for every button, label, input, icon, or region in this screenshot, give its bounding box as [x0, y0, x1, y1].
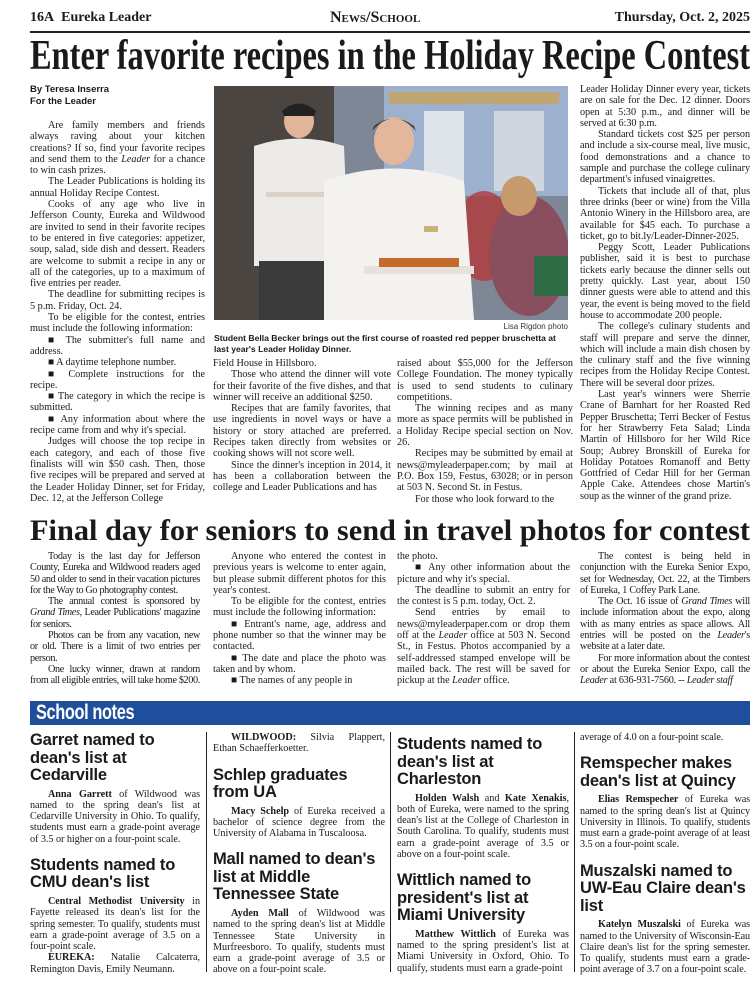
paragraph: [397, 929, 569, 974]
article2-headline-wrap: [30, 513, 751, 549]
paragraph: ■ Entrant's name, age, address and phone number so that the winner may be contacted.: [213, 618, 386, 653]
paragraph: Judges will choose the top recipe in each category, and each of those five finalists will win $50 cash. Then, those five recipes will be prepared and served at the Leader Holiday Dinner, set for Friday, Dec. 12, at the Jefferson College: [30, 436, 205, 504]
paragraph: ■ Complete instructions for the recipe.: [30, 368, 205, 391]
paragraph: [213, 806, 385, 840]
paragraph: Recipes that are family favorites, that use ingredients in novel ways or have a history or story attached are preferred. Recipes taken directly from websites or cooking shows will not score well.: [213, 403, 391, 460]
paragraph: average of 4.0 on a four-point scale.: [580, 732, 724, 743]
paragraph: Those who attend the dinner will vote for their favorite of the five dishes, and that winner will receive an additional $250.: [213, 369, 391, 403]
text-run: of Wildwood was named to the spring dean's list at Cedarville University in Ohio. To qualify, students must earn a grade-point average of 3.5 or higher on a four-point scale.: [30, 788, 200, 845]
byline: [30, 84, 205, 108]
section-name: News/School: [330, 9, 421, 26]
text-run: in Fayette released its dean's list for the spring semester. To qualify, students must earn a grade-point average of 3.5 on a four-point scale.: [30, 895, 200, 953]
paragraph: [213, 732, 385, 755]
article1-column-2: [213, 358, 391, 494]
text-run: office at 503 N. Second St., in Festus. Photos accompanied by a self-addressed stamped envelope will be mailed back. The rest will be saved for pickup at the: [397, 630, 570, 687]
paragraph: ■ The names of any people in: [231, 675, 353, 687]
note-headline: Students named to CMU dean's list: [30, 855, 176, 892]
paragraph: raised about $55,000 for the Jefferson College Foundation. The money typically is used to send students to culinary competitions.: [397, 358, 573, 403]
text-run: of Eureka was named to the University of Wisconsin-Eau Claire dean's list for the spring semester. To qualify, students must earn a grade-point average of 3.7 on a four-point scale.: [580, 919, 750, 976]
bold-lead: Matthew Wittlich: [415, 928, 496, 940]
paragraph: [30, 952, 200, 975]
column-divider: [574, 732, 575, 972]
paragraph: The contest is being held in conjunction with the Eureka Senior Expo, set for Wednesday, Oct. 22, at the Timbers of Eureka, 1 Coffey Park Lane.: [580, 551, 750, 596]
photo-illustration: [214, 86, 568, 320]
column-divider: [206, 732, 207, 972]
school-notes-column-3: [397, 736, 569, 974]
paragraph: the photo.: [397, 551, 438, 562]
article2-column-3: [397, 551, 570, 687]
italic-text: Leader: [717, 630, 745, 642]
paragraph: [580, 653, 750, 687]
school-notes-column-4: [580, 732, 750, 976]
paragraph: The Leader Publications is holding its annual Holiday Recipe Contest.: [30, 176, 205, 199]
italic-text: Grand Times: [30, 607, 80, 619]
masthead-page: [30, 10, 151, 26]
note-headline: Muszalski named to UW-Eau Claire dean's list: [580, 861, 746, 915]
text-run: and: [479, 792, 505, 804]
text-run: , both of Eureka, were named to the spring dean's list at the College of Charleston in South Carolina. To qualify, students must earn a grade-point average of 3.5 or above on a four-point scale.: [397, 792, 569, 860]
paragraph: Photos can be from any vacation, new or old. There is a limit of two entries per person.: [30, 630, 200, 664]
paragraph: The deadline to submit an entry for the contest is 5 p.m. today, Oct. 2.: [397, 584, 570, 608]
school-notes-column-1: [30, 732, 200, 975]
article1-headline: Enter favorite recipes in the Holiday Recipe Contest: [30, 33, 750, 79]
bold-lead: Anna Garrett: [48, 788, 112, 800]
paragraph: Cooks of any age who live in Jefferson County, Eureka and Wildwood are invited to send in their favorite recipes to be entered in five categories: appetizer, soup, salad, side dish and dessert. Readers are welcome to submit a recipe in any or all of the categories, up to a maximum of five entries per reader.: [30, 199, 205, 290]
article1-headline-wrap: [30, 33, 756, 79]
paragraph: Standard tickets cost $25 per person and include a six-course meal, live music, food demonstrations and a chance to sample and purchase the college culinary department's infused vinaigrettes.: [580, 129, 750, 186]
paragraph: ■ A daytime telephone number.: [48, 357, 177, 369]
text-run: 's website at a later date.: [580, 630, 750, 653]
paragraph: [30, 896, 200, 952]
text-run: of Eureka was named to the spring president's list at Miami University in Oxford, Ohio. To qualify, students must earn a grade-point: [397, 928, 569, 974]
text-run: at 636-931-7560. --: [607, 675, 687, 687]
article2-column-2: [213, 551, 386, 687]
italic-text: Leader: [121, 153, 151, 165]
paragraph: [580, 596, 750, 652]
text-run: office.: [481, 675, 510, 687]
text-run: of Wildwood was named to the spring dean's list at Middle Tennessee State University in Murfreesboro. To qualify, students must earn a grade-point average of 3.5 or above on a four-point scale.: [213, 907, 385, 976]
paragraph: For those who look forward to the: [415, 493, 555, 505]
school-notes-title: School notes: [36, 701, 135, 724]
article2-headline: Final day for seniors to send in travel photos for contest: [30, 514, 751, 547]
paragraph: To be eligible for the contest, entries must include the following information:: [213, 596, 386, 619]
article-photo: [214, 86, 568, 320]
paragraph: One lucky winner, drawn at random from all eligible entries, will take home $200.: [30, 663, 200, 687]
paragraph: Anyone who entered the contest in previous years is welcome to enter again, but please submit different photos for this year's contest.: [213, 551, 386, 596]
issue-date: Thursday, Oct. 2, 2025: [614, 10, 750, 25]
paragraph: ■ The date and place the photo was taken and by whom.: [213, 652, 386, 675]
paragraph: Recipes may be submitted by email at news@myleaderpaper.com; by mail at P.O. Box 159, Festus, 63028; or in person at 503 N. Second St. in Festus.: [397, 448, 573, 494]
bold-lead: Central Methodist University: [48, 895, 185, 907]
paragraph: [580, 794, 750, 850]
paragraph: Since the dinner's inception in 2014, it has been a collaboration between the college and Leader Publications and has: [213, 459, 391, 494]
italic-text: Leader: [580, 675, 608, 687]
paragraph: Today is the last day for Jefferson County, Eureka and Wildwood readers aged 50 and older to send in their vacation pictures for the Way to Go photography contest.: [30, 551, 200, 596]
paragraph: [213, 908, 385, 976]
paragraph: [580, 919, 750, 975]
paragraph: Field House in Hillsboro.: [213, 358, 317, 369]
paragraph: ■ The submitter's full name and address.: [30, 334, 205, 357]
note-headline: Students named to dean's list at Charleston: [397, 735, 543, 788]
article1-column-3: [397, 358, 573, 505]
text-run: The annual contest is sponsored by: [48, 596, 200, 608]
bold-lead: Macy Schelp: [231, 805, 290, 817]
paragraph: [397, 793, 569, 861]
text-run: of Eureka was named to the spring dean's list at Quincy University in Illinois. To qualify, students must earn a grade-point average of at least 3.5 on a four-point scale.: [580, 794, 750, 851]
paragraph: [30, 120, 205, 176]
bold-lead: EUREKA:: [48, 952, 95, 964]
paragraph: Last year's winners were Sherrie Crane of Barnhart for her Roasted Red Pepper Bruschetta; Terri Becker of Festus for her Strawberry Feta Salad; Linda Martin of Hillsboro for her Wild Rice Soup; Aubrey Bronskill of Eureka for Holiday Potatoes Romanoff and Betty Gottfried of Cedar Hill for her German Apple Cake. Attendees chose Martin's soup as the winner of the grand prize.: [580, 389, 750, 502]
byline-author: By Teresa Inserra: [30, 84, 110, 95]
byline-affiliation: For the Leader: [30, 96, 96, 107]
article2-column-4: [580, 551, 750, 687]
paragraph: Leader Holiday Dinner every year, tickets are on sale for the Dec. 12 dinner. Doors open at 5:30 p.m., and dinner will be served at 6:30 p.m.: [580, 84, 750, 129]
text-run: Are family members and friends always raving about your kitchen creations? If so, find your favorite recipes and send them to the: [30, 120, 205, 165]
text-run: will include information about the expo, along with as many entries as space allows. All entries will be posted on the: [580, 596, 750, 642]
photo-credit: Lisa Rigdon photo: [503, 322, 568, 331]
paragraph: The winning recipes and as many more as space permits will be published in a Holiday Recipe special section on Nov. 26.: [397, 403, 573, 449]
bold-lead: WILDWOOD:: [231, 732, 297, 743]
paragraph: The college's culinary students and staff will prepare and serve the dinner, which will include a main dish chosen by the culinary staff and the five winning recipes from the Holiday Recipe Contest. There will be several door prizes.: [580, 321, 750, 389]
italic-text: Grand Times: [681, 596, 733, 608]
text-run: Natalie Calcaterra, Remington Davis, Emily Neumann.: [30, 952, 200, 975]
school-notes-column-2: [213, 732, 385, 976]
page-number: 16A: [30, 10, 55, 25]
note-headline: Schlep graduates from UA: [213, 765, 348, 802]
text-run: for a chance to win cash prizes.: [30, 153, 205, 177]
paragraph: ■ The category in which the recipe is submitted.: [30, 391, 205, 414]
column-divider: [390, 732, 391, 972]
school-notes-banner: [30, 701, 750, 725]
bold-lead: Ayden Mall: [231, 907, 289, 919]
text-run: Silvia Plappert, Ethan Schaefferkoetter.: [213, 732, 385, 755]
paragraph: [30, 596, 200, 630]
paragraph: Peggy Scott, Leader Publications publisher, said it is best to purchase tickets early because the dinner sells out pretty quickly. Last year, about 150 dinner guests were able to attend and this year, the event is being moved to the field house to accommodate 200 people.: [580, 242, 750, 321]
paragraph: ■ Any information about where the recipe came from and why it's special.: [30, 413, 205, 437]
paragraph: [30, 789, 200, 845]
note-headline: Mall named to dean's list at Middle Tennessee State: [213, 850, 376, 904]
article2-column-1: [30, 551, 200, 687]
paper-name: Eureka Leader: [61, 10, 152, 25]
italic-text: Leader: [438, 630, 468, 642]
note-headline: Wittlich named to president's list at Miami University: [397, 871, 531, 925]
paragraph: To be eligible for the contest, entries must include the following information:: [30, 312, 205, 335]
bold-lead: Kate Xenakis: [504, 792, 567, 804]
bold-lead: Katelyn Muszalski: [598, 919, 681, 931]
bold-lead: Holden Walsh: [415, 792, 480, 804]
bold-lead: Elias Remspecher: [598, 794, 679, 806]
text-run: For more information about the contest or about the Eureka Senior Expo, call the: [580, 652, 750, 675]
paragraph: ■ Any other information about the picture and why it's special.: [397, 562, 570, 585]
article1-column-4: [580, 84, 750, 502]
italic-text: Leader staff: [686, 675, 733, 687]
paragraph: Tickets that include all of that, plus three drinks (beer or wine) from the Villa Antonio Winery in the Hillsboro area, are available for $45 each. To purchase a ticket, go to bit.ly/Leader-Dinner-2025.: [580, 185, 750, 242]
note-headline: Garret named to dean's list at Cedarville: [30, 731, 155, 784]
text-run: Send entries by email to news@myleaderpaper.com or drop them off at the: [397, 607, 570, 642]
text-run: , Leader Publications' magazine for seniors.: [30, 607, 200, 630]
text-run: The Oct. 16 issue of: [598, 596, 682, 608]
text-run: of Eureka received a bachelor of science degree from the University of Alabama in Tuscaloosa.: [213, 805, 385, 840]
photo-caption: Student Bella Becker brings out the first course of roasted red pepper bruschetta at last year's Leader Holiday Dinner.: [214, 333, 556, 354]
paragraph: [397, 607, 570, 686]
italic-text: Leader: [452, 675, 482, 687]
article1-column-1: [30, 84, 205, 504]
paragraph: The deadline for submitting recipes is 5 p.m. Friday, Oct. 24.: [30, 289, 205, 312]
note-headline: Remspecher makes dean's list at Quincy: [580, 754, 736, 790]
